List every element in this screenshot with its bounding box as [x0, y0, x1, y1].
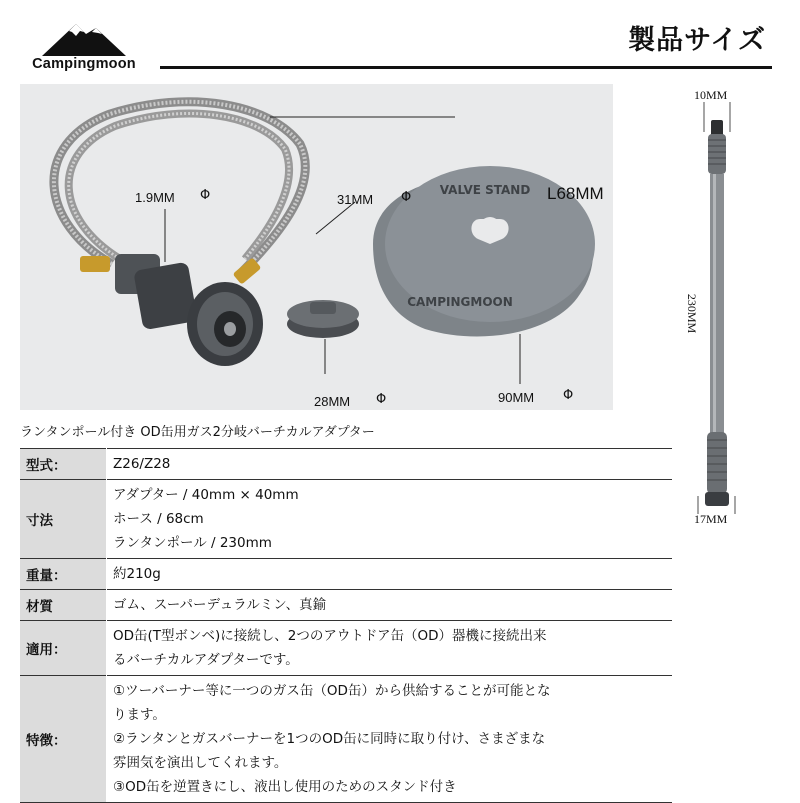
spec-row-features — [20, 676, 672, 803]
cap-top-diameter-phi: Φ — [401, 190, 412, 205]
spec-value: 約210g — [107, 559, 673, 590]
spec-value: Z26/Z28 — [107, 449, 673, 480]
pole-bottom-width-label: 17MM — [694, 512, 728, 526]
product-illustration — [20, 84, 613, 410]
pole-length-label: 230MM — [685, 293, 700, 334]
stand-diameter-label: 90MM — [498, 390, 535, 405]
spec-label: 材質 — [20, 590, 107, 621]
hose-length-label: L68MM — [547, 184, 604, 203]
svg-text:VALVE STAND: VALVE STAND — [439, 183, 531, 197]
adapter-knurled-cap — [187, 282, 263, 366]
svg-text:CAMPINGMOON: CAMPINGMOON — [407, 295, 513, 309]
spec-row-application — [20, 621, 672, 676]
lantern-pole-illustration — [680, 84, 790, 534]
header-rule — [160, 66, 772, 69]
product-caption: ランタンポール付き OD缶用ガス2分岐バーチカルアダプター — [20, 425, 375, 440]
brand-name: Campingmoon — [32, 56, 136, 72]
cap-bottom-diameter-label: 28MM — [314, 394, 351, 409]
page-title: 製品サイズ — [628, 25, 766, 56]
stand-diameter-phi: Φ — [563, 388, 574, 403]
brass-fitting — [80, 256, 110, 272]
spec-row-dimensions — [20, 480, 672, 559]
spec-label: 重量： — [20, 559, 107, 590]
spec-label: 特徴： — [20, 676, 107, 803]
spec-label: 適用： — [20, 621, 107, 676]
spec-value: OD缶(T型ボンベ)に接続し、2つのアウトドア缶（OD）器機に接続出来 るバーチカルアダプターです。 — [107, 621, 673, 676]
cap-bottom-diameter-phi: Φ — [376, 392, 387, 407]
spec-row-model — [20, 449, 672, 480]
spec-value: アダプター / 40mm × 40mm ホース / 68cm ランタンポール / 230mm — [107, 480, 673, 559]
spec-label: 型式： — [20, 449, 107, 480]
hose-diameter-phi: Φ — [200, 188, 211, 203]
pole-top-width-label: 10MM — [694, 88, 728, 102]
spec-row-weight — [20, 559, 672, 590]
spec-row-material — [20, 590, 672, 621]
spec-value: ゴム、スーパーデュラルミン、真鍮 — [107, 590, 673, 621]
valve-cap — [287, 300, 359, 338]
hose-diameter-label: 1.9MM — [135, 190, 175, 205]
product-photo-panel — [20, 84, 613, 410]
spec-value: ①ツーバーナー等に一つのガス缶（OD缶）から供給することが可能とな ります。 ②ランタンとガスバーナーを1つのOD缶に同時に取り付け、さまざまな 雰囲気を演出してくれます。 ③OD缶を逆置きにし、液出し使用のためのスタンド付き — [107, 676, 673, 803]
spec-label: 寸法 — [20, 480, 107, 559]
cap-top-diameter-label: 31MM — [337, 192, 374, 207]
spec-table — [20, 448, 672, 803]
